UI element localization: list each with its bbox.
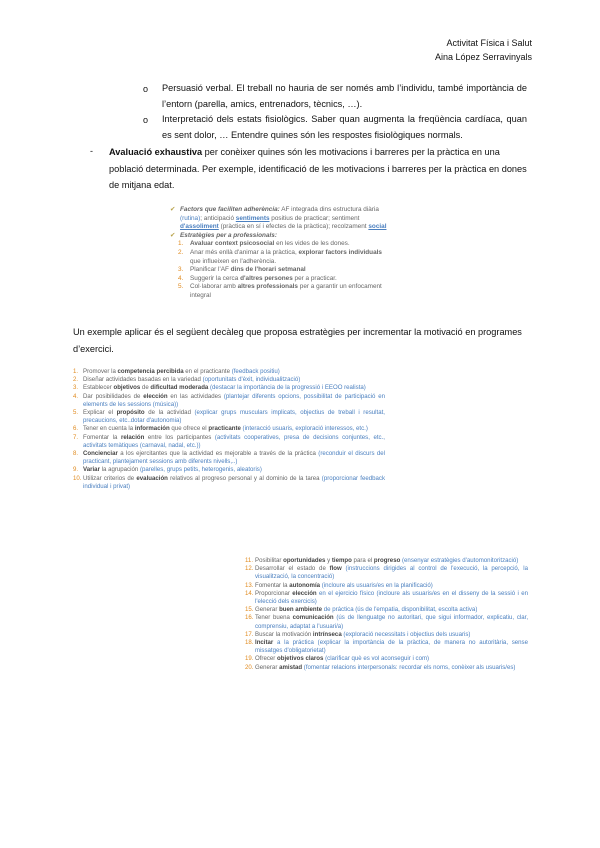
list-item: 6. Tener en cuenta la información que ofrece el practicante (interacció usuaris, exploració interessos, etc.) [73, 425, 368, 433]
page-header [435, 36, 532, 64]
strategies-list-1 [73, 368, 385, 491]
dash-bullet: - [90, 146, 93, 156]
list-item: 12. Desarrollar el estado de flow (instruccions dirigides al control de l'execució, la percepció, la visualització, la concentració) [245, 565, 528, 581]
list-item: 8. Concienciar a los ejercitantes que la actividad es mejorable a través de la práctica (reconduir el discurs del practicant, plantejament sessions amb diferents nivells,..) [73, 450, 385, 466]
author-name: Aina López Serravinyals [434, 52, 532, 62]
list-item: 17. Buscar la motivación intrínseca (exploració necessitats i objectius dels usuaris) [245, 630, 471, 638]
check-icon: ✔ [170, 231, 176, 239]
adherence-factors-figure: ✔ Factors que faciliten adherència: AF integrada dins estructura diària (rutina); anticipació sentiments positius de practicar; sentiment d'assoliment (pràctica en sí i efectes de la pràctica); recolzament social ✔ Estratègies per a professionals: 1. Avaluar context psicosocial en les vides de les dones. 2. Anar més enllà d'animar a la pràctica, explorar factors individuals que influeixen en l'adherència. 3. Planificar l'AF dins de l'horari setmanal 4. Suggerir la cerca d'altres persones per a practicar. 5. Col·laborar amb altres professionals per a garantir un enfocament integral [170, 206, 387, 299]
bullet-o-2: o [143, 115, 149, 125]
bullet-o-1: o [143, 84, 149, 94]
course-title: Activitat Física i Salut [446, 38, 532, 48]
list-item: 3. Establecer objetivos de dificultad moderada (destacar la importància de la progressió i EEOO realista) [73, 384, 366, 392]
bullet-persuasio: Persuasió verbal. El treball no hauria de ser només amb l’individu, també importància de l’entorn (parella, amics, entrenadors, tècnics, …). [162, 83, 527, 109]
list-item: 1. Promover la competencia percibida en el practicante (feedback positiu) [73, 368, 280, 375]
list-item: 11. Posibilitar oportunidades y tiempo para el progreso (ensenyar estratègies d'automonitorització) [245, 557, 519, 564]
list-item: 19. Ofrecer objetivos claros (clarificar què es vol aconseguir i com) [245, 655, 430, 663]
list-item: 14. Proporcionar elección en el ejercicio físico (incloure als usuaris/es en el disseny de la sessió i en l'elecció dels exercicis) [245, 589, 529, 606]
list-item: 15. Generar buen ambiente de práctica (ús de l'empatia, disponibilitat, escolta activa) [245, 606, 478, 614]
list-item: 2. Diseñar actividades basadas en la variedad (oportunitats d'èxit, individualització) [73, 376, 301, 384]
list-item: 9. Variar la agrupación (parelles, grups petits, heterogenis, aleatoris) [73, 466, 262, 474]
list-item: 7. Fomentar la relación entre los participantes (activitats cooperatives, presa de decisions conjuntes, etc., activitats temàtiques (carnaval, nadal, etc.)) [73, 433, 385, 449]
list-item: 4. Dar posibilidades de elección en las actividades (plantejar diferents opcions, possibilitat de participació en elements de les sessions (música)) [73, 392, 385, 408]
list-item: 10. Utilizar criterios de evaluación relativos al progreso personal y al dominio de la tarea (proporcionar feedback individual i privat) [73, 474, 385, 490]
list-item: 16. Tener buena comunicación (ús de llenguatge no autoritari, que sigui informador, explicatiu, clar, comprensiu, adaptat a l'usuari/a) [245, 614, 529, 630]
list-item: 20. Generar amistad (fomentar relacions interpersonals: recordar els noms, conèixer als usuaris/es) [245, 663, 516, 671]
list-item: 5. Explicar el propósito de la actividad (explicar grups musculars implicats, objectius de treball i resultat, precaucions, etc..dotar d'autonomia) [73, 409, 385, 425]
decalog-intro: Un exemple aplicar és el següent decàleg que proposa estratègies per incrementar la motivació en programes d’exercici. [73, 327, 522, 354]
check-icon: ✔ [170, 206, 176, 213]
strategies-list-2 [245, 557, 528, 672]
avaluacio-paragraph: Avaluació exhaustiva per conèixer quines són les motivacions i barreres per la pràctica en una població determinada. Per exemple, identificació de les motivacions i barreres per la pràctica en dones de mitjana edat. [109, 147, 527, 190]
bullet-interpretacio: Interpretació dels estats fisiològics. Saber quan augmenta la freqüència cardíaca, quan es sent dolor, … Entendre quines són les respostes fisiològiques normals. [162, 114, 527, 140]
list-item: 13. Fomentar la autonomía (incloure als usuaris/es en la planificació) [245, 581, 433, 589]
list-item: 18. Incitar a la práctica (explicar la importància de la pràctica, de manera no autoritària, sense missatges d'obligatorietat) [245, 639, 528, 655]
